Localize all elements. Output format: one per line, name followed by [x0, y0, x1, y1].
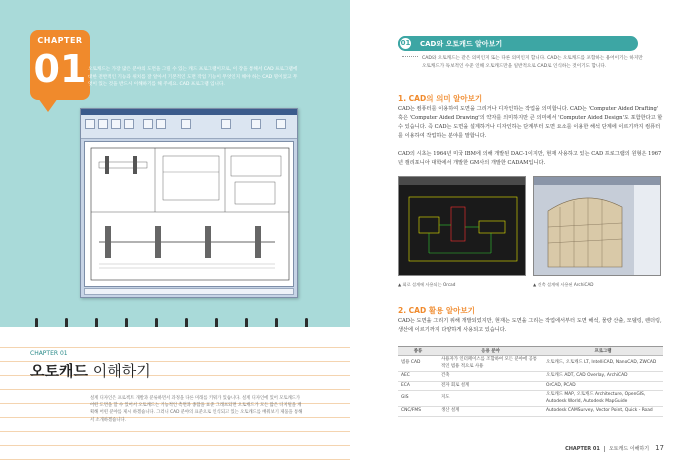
- table-cell: 사용자가 인터페이스를 조합하여 모든 분야에 공통적인 범용 적으로 사용: [438, 356, 543, 372]
- example-images: [398, 176, 663, 278]
- table-row: [398, 372, 663, 382]
- cad-command-line: [84, 288, 294, 295]
- ribbon-move-icon: [143, 119, 153, 129]
- table-cell: AEC: [398, 372, 438, 382]
- chapter-title-rest: 이해하기: [87, 362, 151, 380]
- table-row: [398, 391, 663, 407]
- chapter-number: 01: [33, 47, 87, 91]
- dotted-leader: [402, 56, 418, 57]
- table-header: 프로그램: [543, 347, 663, 356]
- cad-ribbon: [81, 115, 297, 139]
- table-cell: 지도: [438, 391, 543, 407]
- chapter-body: 설계 디자인은 프로젝트 개발과 분류하면서 과정을 다른 미래를 키워가 있습니다. 설계 디자인에 있어 모토캐드가 어떤 도면을 할 수 있어서 오토캐드는 기능적인 측면과 종합을 표준 그래프되면 오토캐드가 모든 많은 디지털을 계획해 어떤 분야를 제시 하겠습니다. 그러니 CAD 분야의 표준으로 인식되고 있는 오토캐드를 배워보기 제품을 통해서 소개하겠습니다.: [90, 396, 303, 423]
- table-row: [398, 381, 663, 391]
- ribbon-circle-icon: [111, 119, 121, 129]
- table-cell: 오토캐드 MAP, 오토캐드 Architecture, OpenGIS, Autodesk World, Autodesk MapGuide: [543, 391, 663, 407]
- orcad-screenshot: [398, 176, 526, 276]
- paragraph-cad-meaning: CAD는 컴퓨터를 이용하여 도면을 그리거나 디자인하는 작업을 의미합니다. CAD는 'Computer Aided Drafting' 혹은 'Computer Aided Drawing'의 약자를 의미하지만 큰 의미에서 'Computer Aided Design'도 포함한다고 할 수 있습니다. 즉 CAD는 도면을 설계하거나 디자인하는 단계부터 도면 요소를 이용한 해석 단계에 이르기까지 컴퓨터를 이용하여 작업하는 분야를 말합니다.: [398, 106, 663, 139]
- ribbon-text-icon: [221, 119, 231, 129]
- caption-archicad: ▲ 건축 설계에 사용된 ArchiCAD: [533, 282, 594, 287]
- page-footer: [565, 444, 664, 452]
- ribbon-arc-icon: [124, 119, 134, 129]
- paragraph-cad-usage: CAD는 도면을 그리기 위해 개발되었지만, 현재는 도면을 그리는 작업에서부터 도면 해석, 물량 산출, 모델링, 렌더링, 생산에 이르기까지 다양하게 사용되고 있습니다.: [398, 318, 662, 333]
- table-cell: 전자 회로 설계: [438, 381, 543, 391]
- section-note: CAD와 오토캐드는 같은 의미인지 또는 다른 의미인지 합니다. CAD는 오토캐드를 포함하는 용어이기는 하지만 오토캐드가 독보적인 수준 인해 오토캐드만을 일반적으로 CAD로 인식하는 것이기도 합니다.: [422, 56, 643, 69]
- table-cell: 생산 설계: [438, 407, 543, 417]
- page-number: 17: [655, 444, 664, 452]
- table-header: 응용 분야: [438, 347, 543, 356]
- subheading-cad-usage: 2. CAD 활용 알아보기: [398, 306, 475, 315]
- table-cell: 오토캐드, 오토캐드 LT, IntelliCAD, NanoCAD, ZWCAD: [543, 356, 663, 372]
- table-cell: GIS: [398, 391, 438, 407]
- table-cell: OrCAD, PCAD: [543, 381, 663, 391]
- section-title: CAD와 오토캐드 알아보기: [420, 40, 503, 48]
- table-header: 종류: [398, 347, 438, 356]
- footer-title: 오토캐드 이해하기: [608, 446, 650, 452]
- table-cell: CNC/FMS: [398, 407, 438, 417]
- subheading-cad-meaning: 1. CAD의 의미 알아보기: [398, 94, 483, 103]
- cad-usage-table: [398, 346, 663, 417]
- table-row: [398, 407, 663, 417]
- footer-chapter: CHAPTER 01: [565, 446, 600, 452]
- ribbon-copy-icon: [156, 119, 166, 129]
- table-header-row: [398, 347, 663, 356]
- chapter-label: CHAPTER 01: [30, 350, 68, 357]
- table-row: [398, 356, 663, 372]
- table-cell: ECA: [398, 381, 438, 391]
- footer-separator: [604, 446, 605, 452]
- ribbon-polyline-icon: [98, 119, 108, 129]
- table-cell: 오토캐드 ADT, CAD Overlay, ArchiCAD: [543, 372, 663, 382]
- archicad-screenshot: [533, 176, 661, 276]
- archicad-building: [534, 177, 661, 276]
- chapter-word: CHAPTER: [37, 36, 83, 45]
- autocad-screenshot: [80, 108, 298, 298]
- chapter-badge: [30, 30, 90, 100]
- caption-orcad: ▲ 회로 설계에 사용되는 Orcad: [398, 282, 456, 287]
- orcad-circuit: [399, 177, 526, 276]
- section-number: 01: [398, 36, 413, 51]
- paragraph-cad-history: CAD의 시초는 1964년 미국 IBM에 의해 개발된 DAC-1이지만, 현재 사용하고 있는 CAD 프로그램의 원형은 1967년 캘리포니아 대학에서 개발한 GM사의 개발한 CADAM입니다.: [398, 151, 662, 166]
- table-cell: 범용 CAD: [398, 356, 438, 372]
- table-cell: Autodesk CAMSurvey, Vector Point, Quick - Road: [543, 407, 663, 417]
- ribbon-properties-icon: [276, 119, 286, 129]
- ribbon-layer-icon: [181, 119, 191, 129]
- cad-drawing-area: [84, 141, 294, 287]
- table-cell: 건축: [438, 372, 543, 382]
- chapter-title-bold: 오토캐드: [30, 362, 88, 380]
- right-page: [350, 0, 700, 473]
- section-heading: [398, 36, 638, 51]
- chapter-intro: 오토캐드는 가장 많은 분야의 도면을 그릴 수 있는 캐드 프로그램이므로, 이 장을 통해서 CAD 프로그램에 대한 전반적인 기능과 위치를 잘 알아서 기본적인 도면 작업 기능이 무엇인지 해야 하는 CAD 명이었고 무엇이 있는 것을 반드시 이해하기를 해 주세요. CAD 프로그램 입니다.: [88, 67, 298, 87]
- chapter-title: [30, 360, 151, 381]
- ribbon-block-icon: [251, 119, 261, 129]
- cad-drawing: [85, 142, 295, 288]
- ribbon-line-icon: [85, 119, 95, 129]
